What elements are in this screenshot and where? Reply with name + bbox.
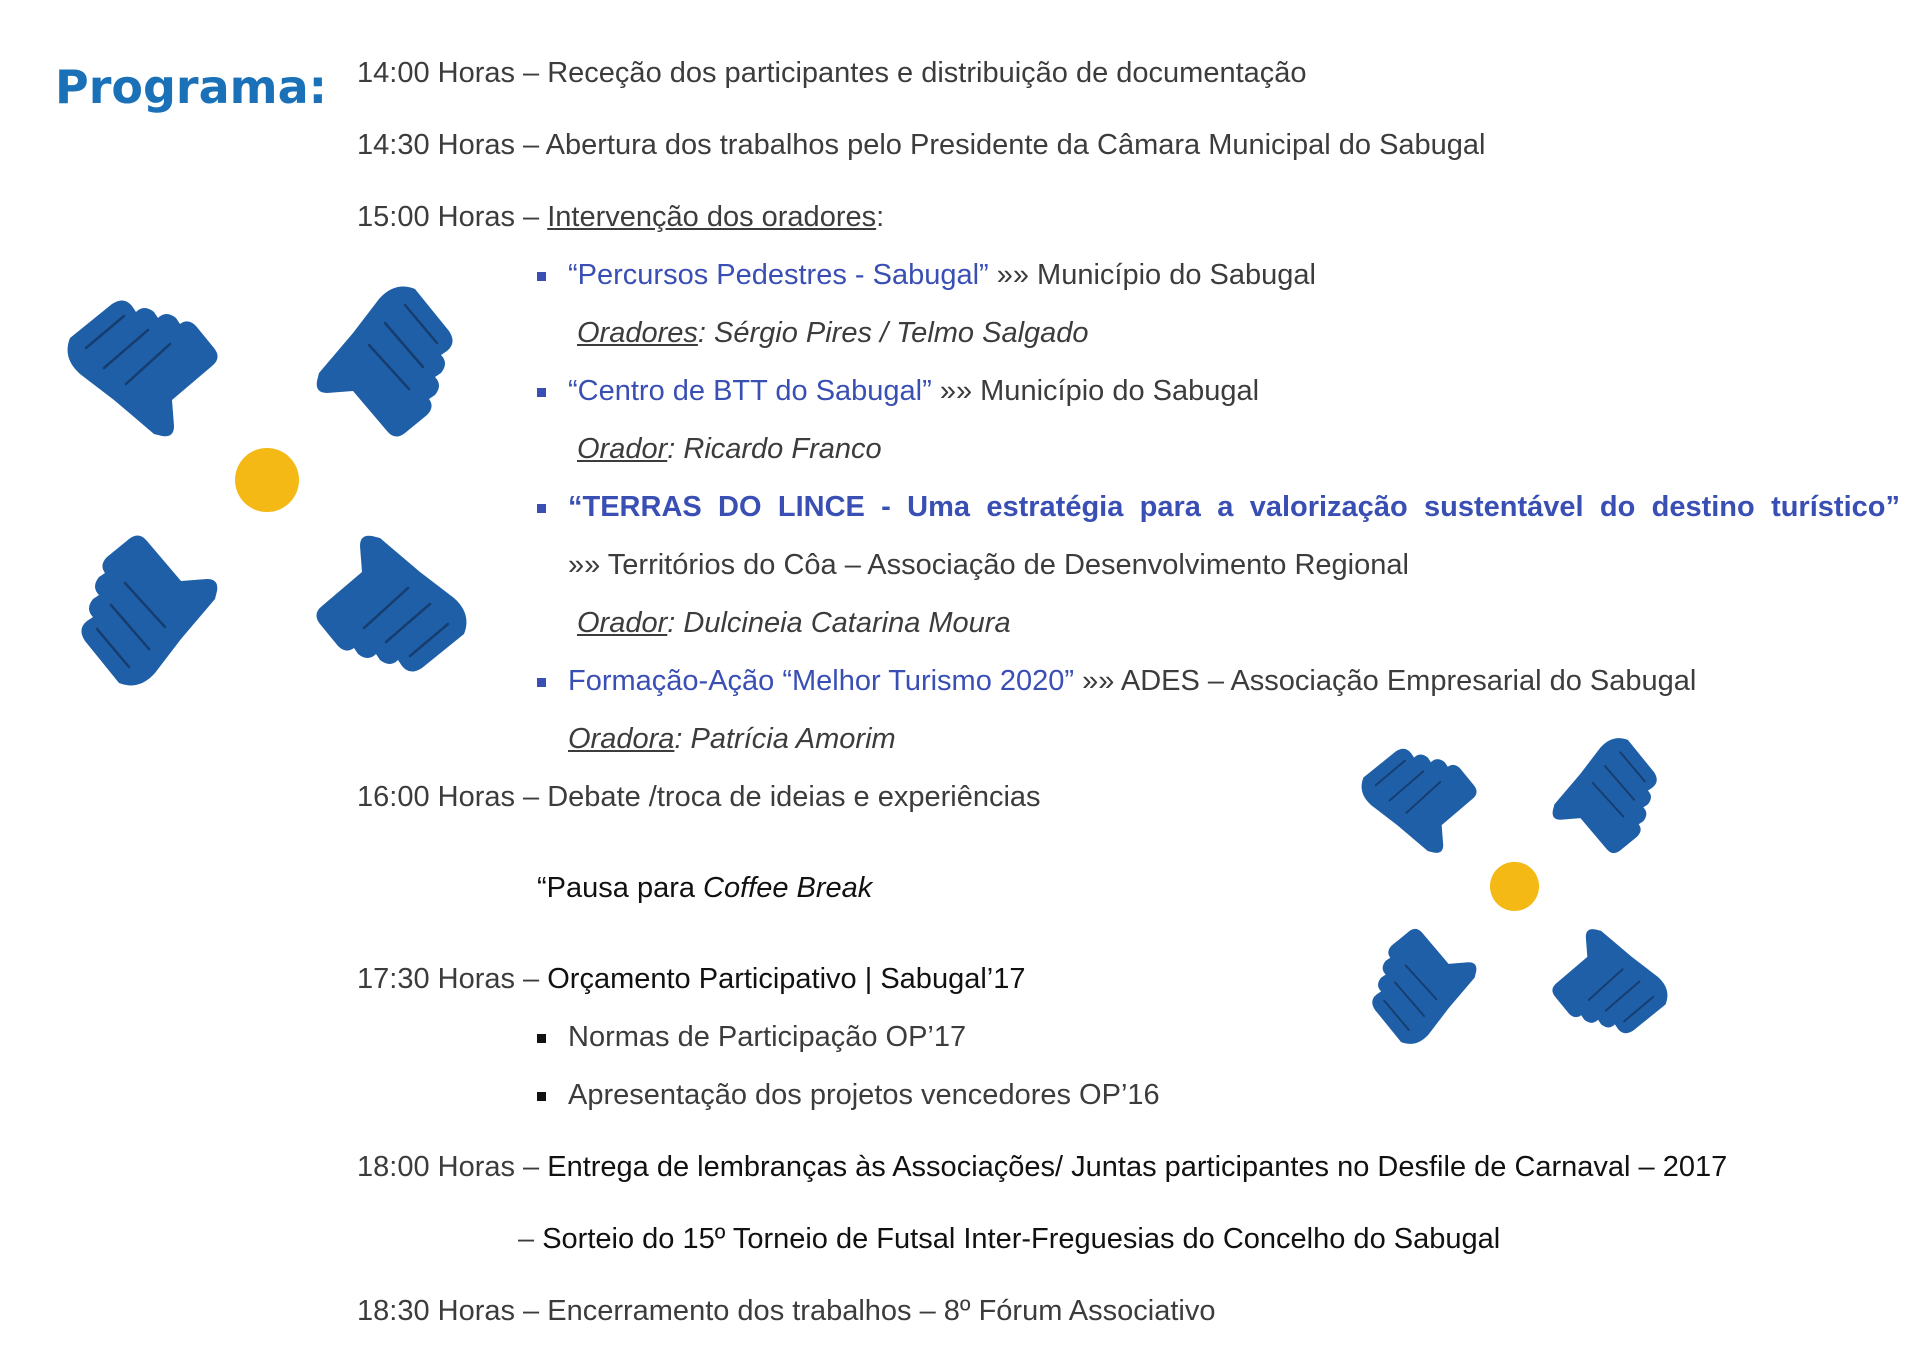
title-word: a (1217, 491, 1234, 523)
schedule-item-1600 (357, 781, 1041, 814)
title-word: para (1139, 491, 1201, 523)
item-text: Sorteio do 15º Torneio de Futsal Inter-Freguesias do Concelho do Sabugal (542, 1223, 1501, 1255)
time: 18:00 Horas – (357, 1151, 548, 1183)
four-hands-cross-logo-icon (42, 280, 492, 692)
item-text: Encerramento dos trabalhos – 8º Fórum Associativo (547, 1295, 1216, 1327)
pausa-prefix: “Pausa para (537, 872, 704, 904)
bullet-icon (537, 388, 546, 397)
item-text: Orçamento Participativo | Sabugal’17 (547, 963, 1026, 995)
title-word: turístico” (1771, 491, 1900, 523)
title-word: Uma (907, 491, 971, 523)
talk-title: “Percursos Pedestres - Sabugal” (568, 259, 989, 291)
four-hands-cross-logo-icon (1342, 733, 1687, 1049)
schedule-item-1500 (357, 201, 884, 234)
schedule-item-1800-b (518, 1223, 1500, 1256)
speaker-role: Orador (577, 433, 668, 465)
time: 17:30 Horas – (357, 963, 548, 995)
title-word: DO (718, 491, 762, 523)
dash: – (518, 1223, 543, 1255)
op-item-1: Normas de Participação OP’17 (568, 1021, 967, 1053)
talk-org: »» Município do Sabugal (931, 375, 1260, 407)
bullet-icon (537, 272, 546, 281)
page-title: Programa: (55, 60, 328, 114)
title-word: estratégia (986, 491, 1124, 523)
talk-3-org: »» Territórios do Côa – Associação de Desenvolvimento Regional (568, 549, 1409, 581)
talk-3-speakers (577, 607, 1011, 640)
speaker-role: Oradores (577, 317, 698, 349)
coffee-break (537, 872, 872, 905)
speaker-names: : Patrícia Amorim (674, 723, 896, 755)
bullet-icon (537, 504, 546, 513)
time: 14:00 Horas – (357, 57, 548, 89)
speaker-names: : Dulcineia Catarina Moura (667, 607, 1011, 639)
item-text: Debate /troca de ideias e experiências (547, 781, 1041, 813)
talk-title: “Centro de BTT do Sabugal” (568, 375, 932, 407)
pausa-italic: Coffee Break (703, 872, 873, 904)
op-item-2: Apresentação dos projetos vencedores OP’16 (568, 1079, 1160, 1111)
talk-4 (568, 665, 1696, 698)
bullet-icon (537, 1092, 546, 1101)
talk-org: »» Município do Sabugal (988, 259, 1316, 291)
talk-2 (568, 375, 1259, 408)
talk-1 (568, 259, 1316, 292)
item-suffix: : (876, 201, 885, 233)
bullet-icon (537, 678, 546, 687)
speaker-role: Orador (577, 607, 668, 639)
schedule-item-1830 (357, 1295, 1215, 1328)
time: 14:30 Horas – (357, 129, 546, 161)
time: 18:30 Horas – (357, 1295, 548, 1327)
title-word: destino (1651, 491, 1755, 523)
talk-1-speakers (577, 317, 1089, 350)
item-text: Entrega de lembranças às Associações/ Juntas participantes no Desfile de Carnaval – 2017 (547, 1151, 1728, 1183)
speaker-names: : Sérgio Pires / Telmo Salgado (697, 317, 1089, 349)
item-text: Abertura dos trabalhos pelo Presidente da Câmara Municipal do Sabugal (545, 129, 1486, 161)
speaker-role: Oradora (568, 723, 675, 755)
schedule-item-1730 (357, 963, 1025, 996)
time: 15:00 Horas – (357, 201, 548, 233)
title-word: valorização (1249, 491, 1408, 523)
title-word: sustentável (1423, 491, 1584, 523)
title-word: - (881, 491, 891, 523)
bullet-icon (537, 1034, 546, 1043)
talk-title: Formação-Ação “Melhor Turismo 2020” (568, 665, 1075, 697)
schedule-item-1400 (357, 57, 1307, 90)
talk-org: »» ADES – Associação Empresarial do Sabugal (1074, 665, 1697, 697)
speaker-names: : Ricardo Franco (667, 433, 882, 465)
schedule-item-1430 (357, 129, 1486, 162)
title-word: do (1599, 491, 1636, 523)
schedule-item-1800 (357, 1151, 1727, 1184)
talk-4-speakers (568, 723, 896, 756)
item-text: Receção dos participantes e distribuição de documentação (547, 57, 1307, 89)
talk-2-speakers (577, 433, 882, 466)
title-word: LINCE (777, 491, 865, 523)
time: 16:00 Horas – (357, 781, 548, 813)
talk-3-title (568, 491, 1900, 524)
item-text: Intervenção dos oradores (547, 201, 877, 233)
title-word: “TERRAS (568, 491, 702, 523)
